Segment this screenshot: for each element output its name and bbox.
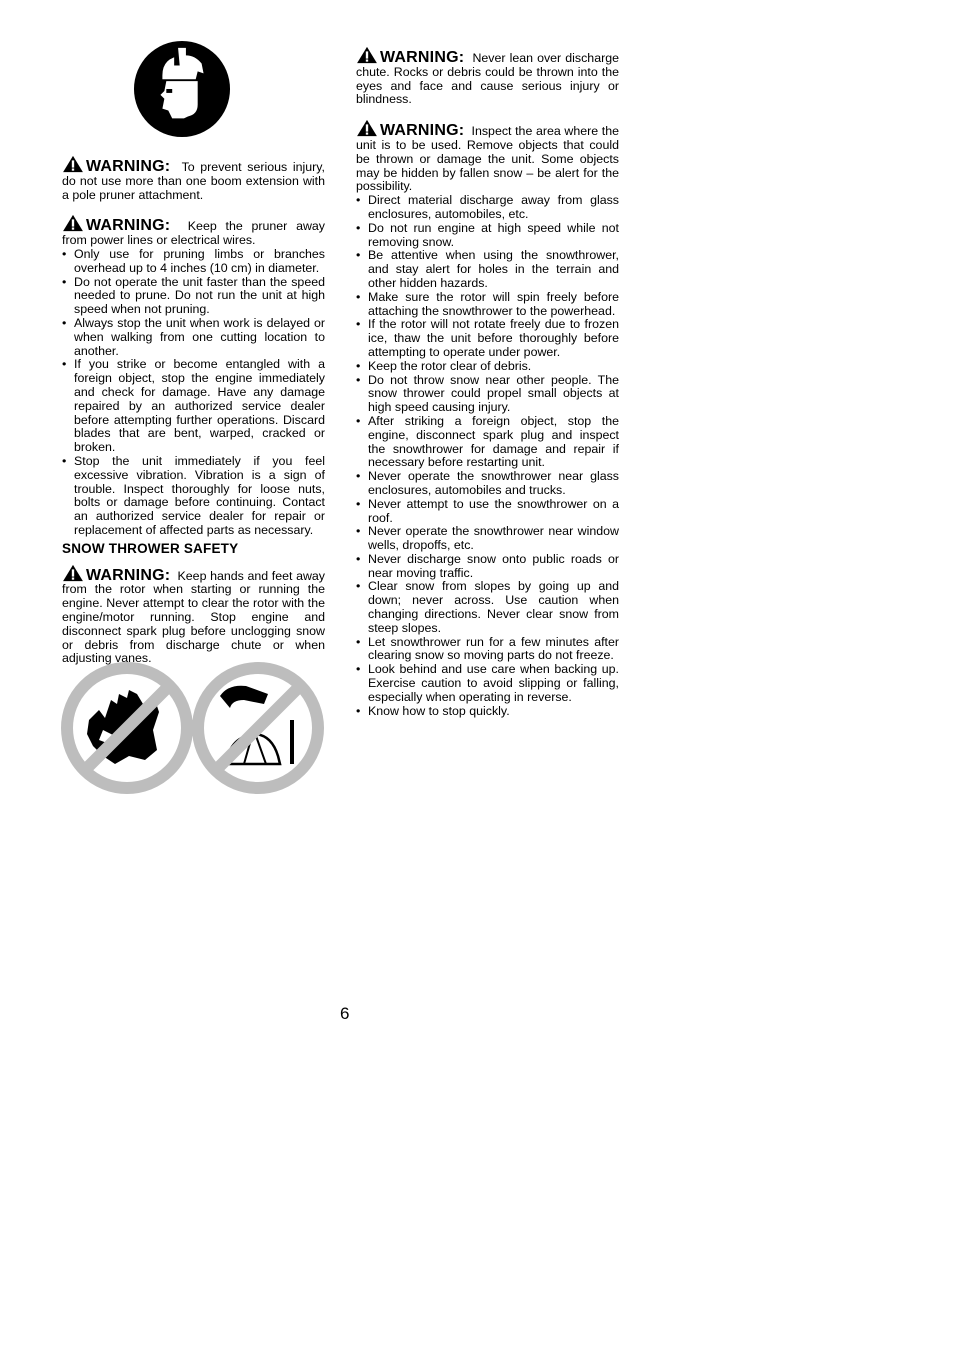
list-item: • If you strike or become entangled with a foreign object, stop the engine immediately and check for damage. Have any damage repaired by an authorized service dealer before attempting further operations. Discard blades that are bent, warped, cracked or broken. xyxy=(62,358,325,455)
section-title: SNOW THROWER SAFETY xyxy=(62,540,239,556)
list-item: • Always stop the unit when work is delayed or when walking from one cutting location to another. xyxy=(62,317,325,358)
left-column xyxy=(62,155,325,678)
warning-boom-extension xyxy=(62,155,325,202)
list-item: • Stop the unit immediately if you feel excessive vibration. Vibration is a sign of trouble. Inspect thoroughly for loose nuts, bolts or damage before continuing. Contact an authorized service dealer for repair or replacement of affected parts as necessary. xyxy=(62,455,325,538)
warning-triangle-icon xyxy=(62,214,84,232)
warning-label: WARNING: xyxy=(86,217,171,235)
warning-power-lines xyxy=(62,214,325,248)
no-hands-icon xyxy=(59,660,195,796)
warning-rotor xyxy=(62,564,325,667)
list-item: • If the rotor will not rotate freely due to frozen ice, thaw the unit before thoroughly before attempting to operate under power. xyxy=(356,318,619,359)
warning-text: Inspect the area where the unit is to be used. Remove objects that could be thrown or damage the unit. Some objects may be hidden by fallen snow – be alert for the possibility. xyxy=(356,124,619,194)
warning-inspect-area xyxy=(356,119,619,194)
warning-label: WARNING: xyxy=(380,122,465,140)
list-item: • Never operate the snowthrower near glass enclosures, automobiles and trucks. xyxy=(356,470,619,498)
list-item: • Do not operate the unit faster than the speed needed to prune. Do not run the unit at high speed when not pruning. xyxy=(62,276,325,317)
head-protection-icon xyxy=(133,40,231,138)
warning-discharge-chute xyxy=(356,46,619,107)
warning-triangle-icon xyxy=(356,46,378,64)
right-column xyxy=(356,46,619,722)
list-item: • Only use for pruning limbs or branches overhead up to 4 inches (10 cm) in diameter. xyxy=(62,248,325,276)
list-item: • Never operate the snowthrower near window wells, dropoffs, etc. xyxy=(356,525,619,553)
list-item: • Know how to stop quickly. xyxy=(356,705,619,719)
list-item: • After striking a foreign object, stop the engine, disconnect spark plug and inspect the snowthrower for damage and repair if necessary before restarting unit. xyxy=(356,415,619,470)
warning-text: Never lean over discharge chute. Rocks or debris could be thrown into the eyes and face and cause serious injury or blindness. xyxy=(356,51,619,107)
warning-text: Keep the pruner away from power lines or electrical wires. xyxy=(62,219,325,248)
pruner-bullet-list xyxy=(62,248,325,538)
page-number: 6 xyxy=(340,1004,350,1023)
list-item: • Be attentive when using the snowthrower, and stay alert for holes in the terrain and other hidden hazards. xyxy=(356,249,619,290)
list-item: • Look behind and use care when backing up. Exercise caution to avoid slipping or falling, especially when operating in reverse. xyxy=(356,663,619,704)
list-item: • Never attempt to use the snowthrower on a roof. xyxy=(356,498,619,526)
warning-triangle-icon xyxy=(62,564,84,582)
list-item: • Never discharge snow onto public roads or near moving traffic. xyxy=(356,553,619,581)
warning-triangle-icon xyxy=(62,155,84,173)
list-item: • Let snowthrower run for a few minutes after clearing snow so moving parts do not freeze. xyxy=(356,636,619,664)
warning-triangle-icon xyxy=(356,119,378,137)
list-item: • Make sure the rotor will spin freely before attaching the snowthrower to the powerhead. xyxy=(356,291,619,319)
list-item: • Do not run engine at high speed while not removing snow. xyxy=(356,222,619,250)
no-lean-over-chute-icon xyxy=(190,660,326,796)
warning-label: WARNING: xyxy=(380,49,465,66)
list-item: • Keep the rotor clear of debris. xyxy=(356,360,619,374)
list-item: • Do not throw snow near other people. The snow thrower could propel small objects at high speed causing injury. xyxy=(356,374,619,415)
warning-text: To prevent serious injury, do not use more than one boom extension with a pole pruner attachment. xyxy=(62,160,325,202)
snowthrower-bullet-list xyxy=(356,194,619,718)
list-item: • Clear snow from slopes by going up and down; never across. Use caution when changing directions. Never clear snow from steep slopes. xyxy=(356,580,619,635)
warning-label: WARNING: xyxy=(86,566,171,584)
warning-text: Keep hands and feet away from the rotor when starting or running the engine. Never attempt to clear the rotor with the engine/motor running. Stop engine and disconnect spark plug before unclogging snow or debris from discharge chute or when adjusting vanes. xyxy=(62,568,326,666)
list-item: • Direct material discharge away from glass enclosures, automobiles, etc. xyxy=(356,194,619,222)
warning-label: WARNING: xyxy=(86,158,171,175)
